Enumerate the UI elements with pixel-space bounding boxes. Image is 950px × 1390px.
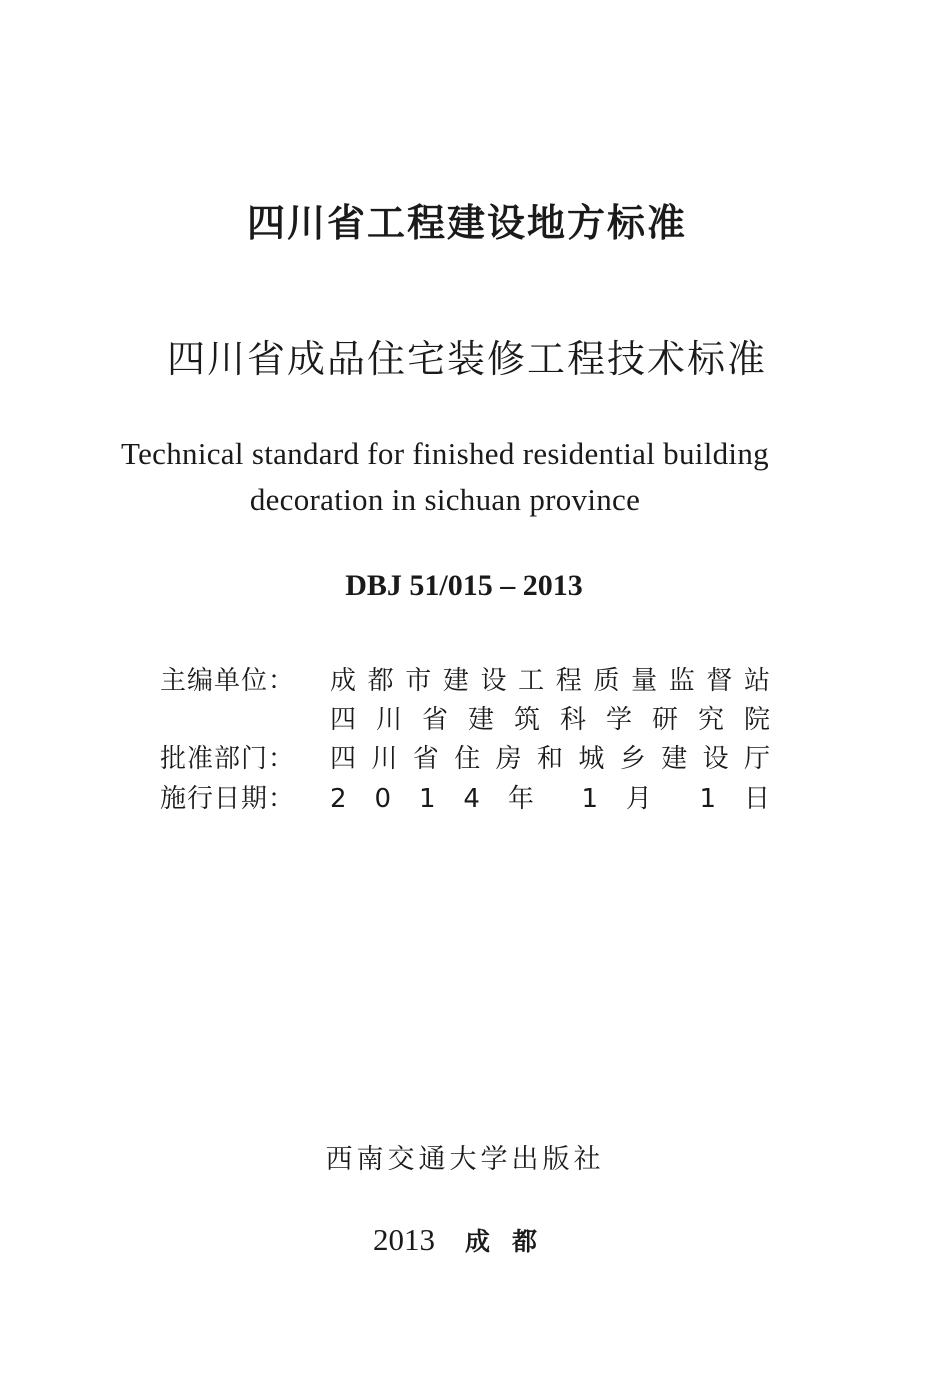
approval-value: 四川省住房和城乡建设厅 <box>330 744 770 774</box>
effective-date-value: 2 0 1 4 年 1 月 1 日 <box>330 784 770 814</box>
editor-value-2: 四川省建筑科学研究院 <box>330 705 770 735</box>
effective-date-label: 施行日期： <box>160 784 296 814</box>
publisher-name: 西南交通大学出版社 <box>325 1144 605 1175</box>
document-title-english-line-1: Technical standard for finished residential building <box>121 436 769 471</box>
document-title-english-line-2: decoration in sichuan province <box>249 482 641 517</box>
approval-label: 批准部门： <box>160 744 296 774</box>
imprint-year: 2013 <box>373 1222 435 1257</box>
editor-value-1: 成都市建设工程质量监督站 <box>330 666 770 696</box>
editor-label: 主编单位： <box>160 666 296 696</box>
imprint-city: 成都 <box>465 1227 560 1256</box>
series-title: 四川省工程建设地方标准 <box>246 201 687 245</box>
standard-code: DBJ 51/015 – 2013 <box>345 569 583 602</box>
imprint-line <box>373 1222 559 1258</box>
document-title-chinese: 四川省成品住宅装修工程技术标准 <box>166 337 767 381</box>
